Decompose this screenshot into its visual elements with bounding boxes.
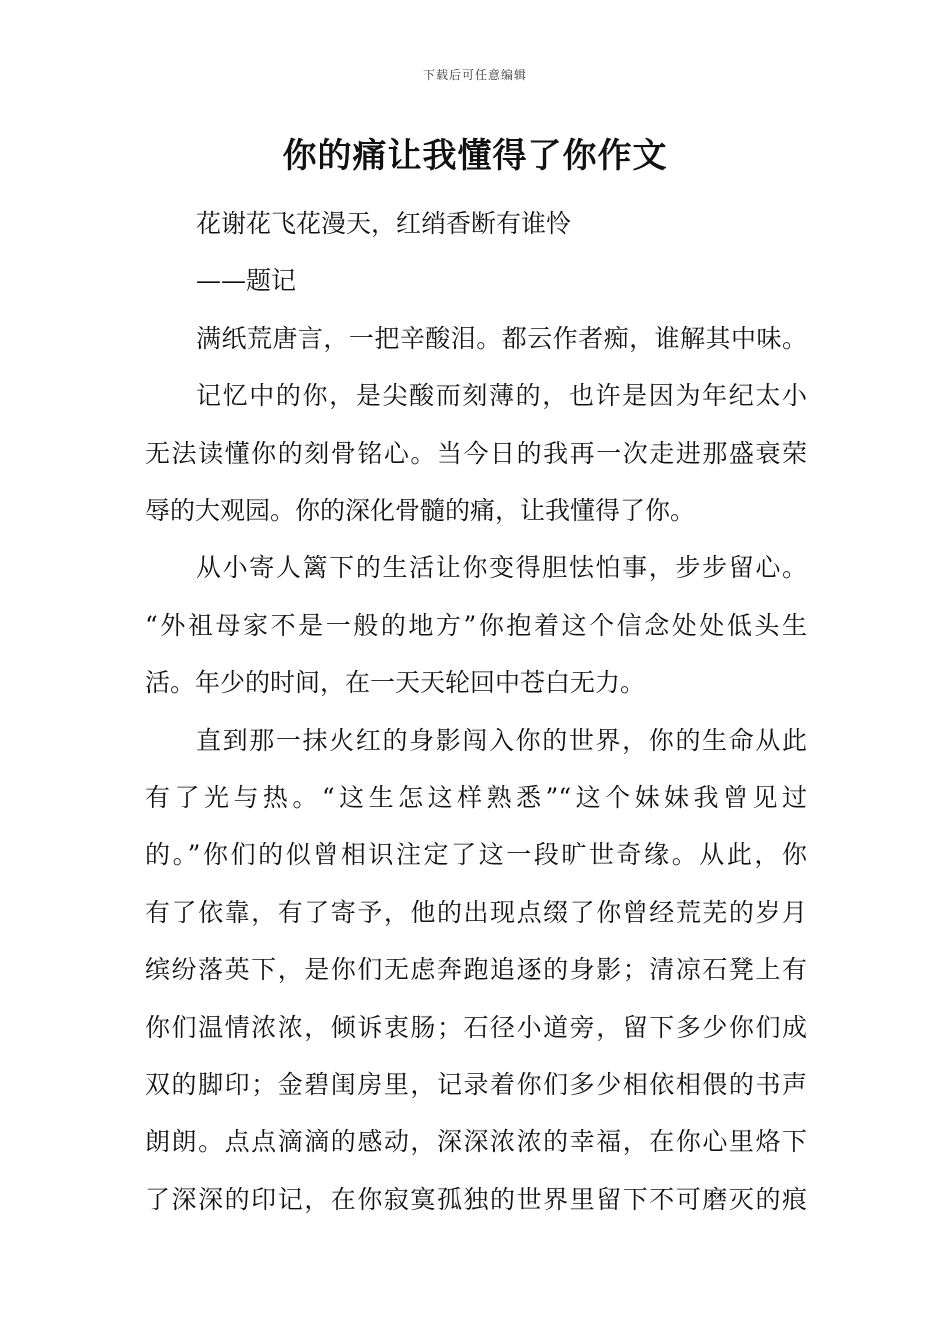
- body-line: 的。”你们的似曾相识注定了这一段旷世奇缘。从此，你: [145, 840, 807, 869]
- body-line: 辱的大观园。你的深化骨髓的痛，让我懂得了你。: [145, 496, 696, 525]
- body-line: 记忆中的你，是尖酸而刻薄的，也许是因为年纪太小: [196, 381, 807, 410]
- body-line: ——题记: [196, 266, 297, 295]
- page-title: 你的痛让我懂得了你作文: [282, 136, 668, 176]
- body-line: “外祖母家不是一般的地方”你抱着这个信念处处低头生: [145, 611, 807, 640]
- body-line: 了深深的印记，在你寂寞孤独的世界里留下不可磨灭的痕: [145, 1185, 807, 1214]
- body-line: 有了依靠，有了寄予，他的出现点缀了你曾经荒芜的岁月: [145, 898, 807, 927]
- body-line: 有了光与热。“这生怎这样熟悉”“这个妹妹我曾见过: [145, 783, 807, 812]
- body-line: 花谢花飞花漫天，红绡香断有谁怜: [196, 209, 572, 238]
- body-line: 从小寄人篱下的生活让你变得胆怯怕事，步步留心。: [196, 553, 807, 582]
- body-line: 缤纷落英下，是你们无虑奔跑追逐的身影；清凉石凳上有: [145, 955, 807, 984]
- body-line: 双的脚印；金碧闺房里，记录着你们多少相依相偎的书声: [145, 1070, 807, 1099]
- body-line: 无法读懂你的刻骨铭心。当今日的我再一次走进那盛衰荣: [145, 439, 807, 468]
- header-note: 下载后可任意编辑: [422, 68, 527, 82]
- body-line: 你们温情浓浓，倾诉衷肠；石径小道旁，留下多少你们成: [145, 1013, 807, 1042]
- body-line: 直到那一抹火红的身影闯入你的世界，你的生命从此: [196, 726, 807, 755]
- body-line: 朗朗。点点滴滴的感动，深深浓浓的幸福，在你心里烙下: [145, 1127, 807, 1156]
- body-line: 活。年少的时间，在一天天轮回中苍白无力。: [145, 668, 646, 697]
- body-line: 满纸荒唐言，一把辛酸泪。都云作者痴，谁解其中味。: [196, 324, 807, 353]
